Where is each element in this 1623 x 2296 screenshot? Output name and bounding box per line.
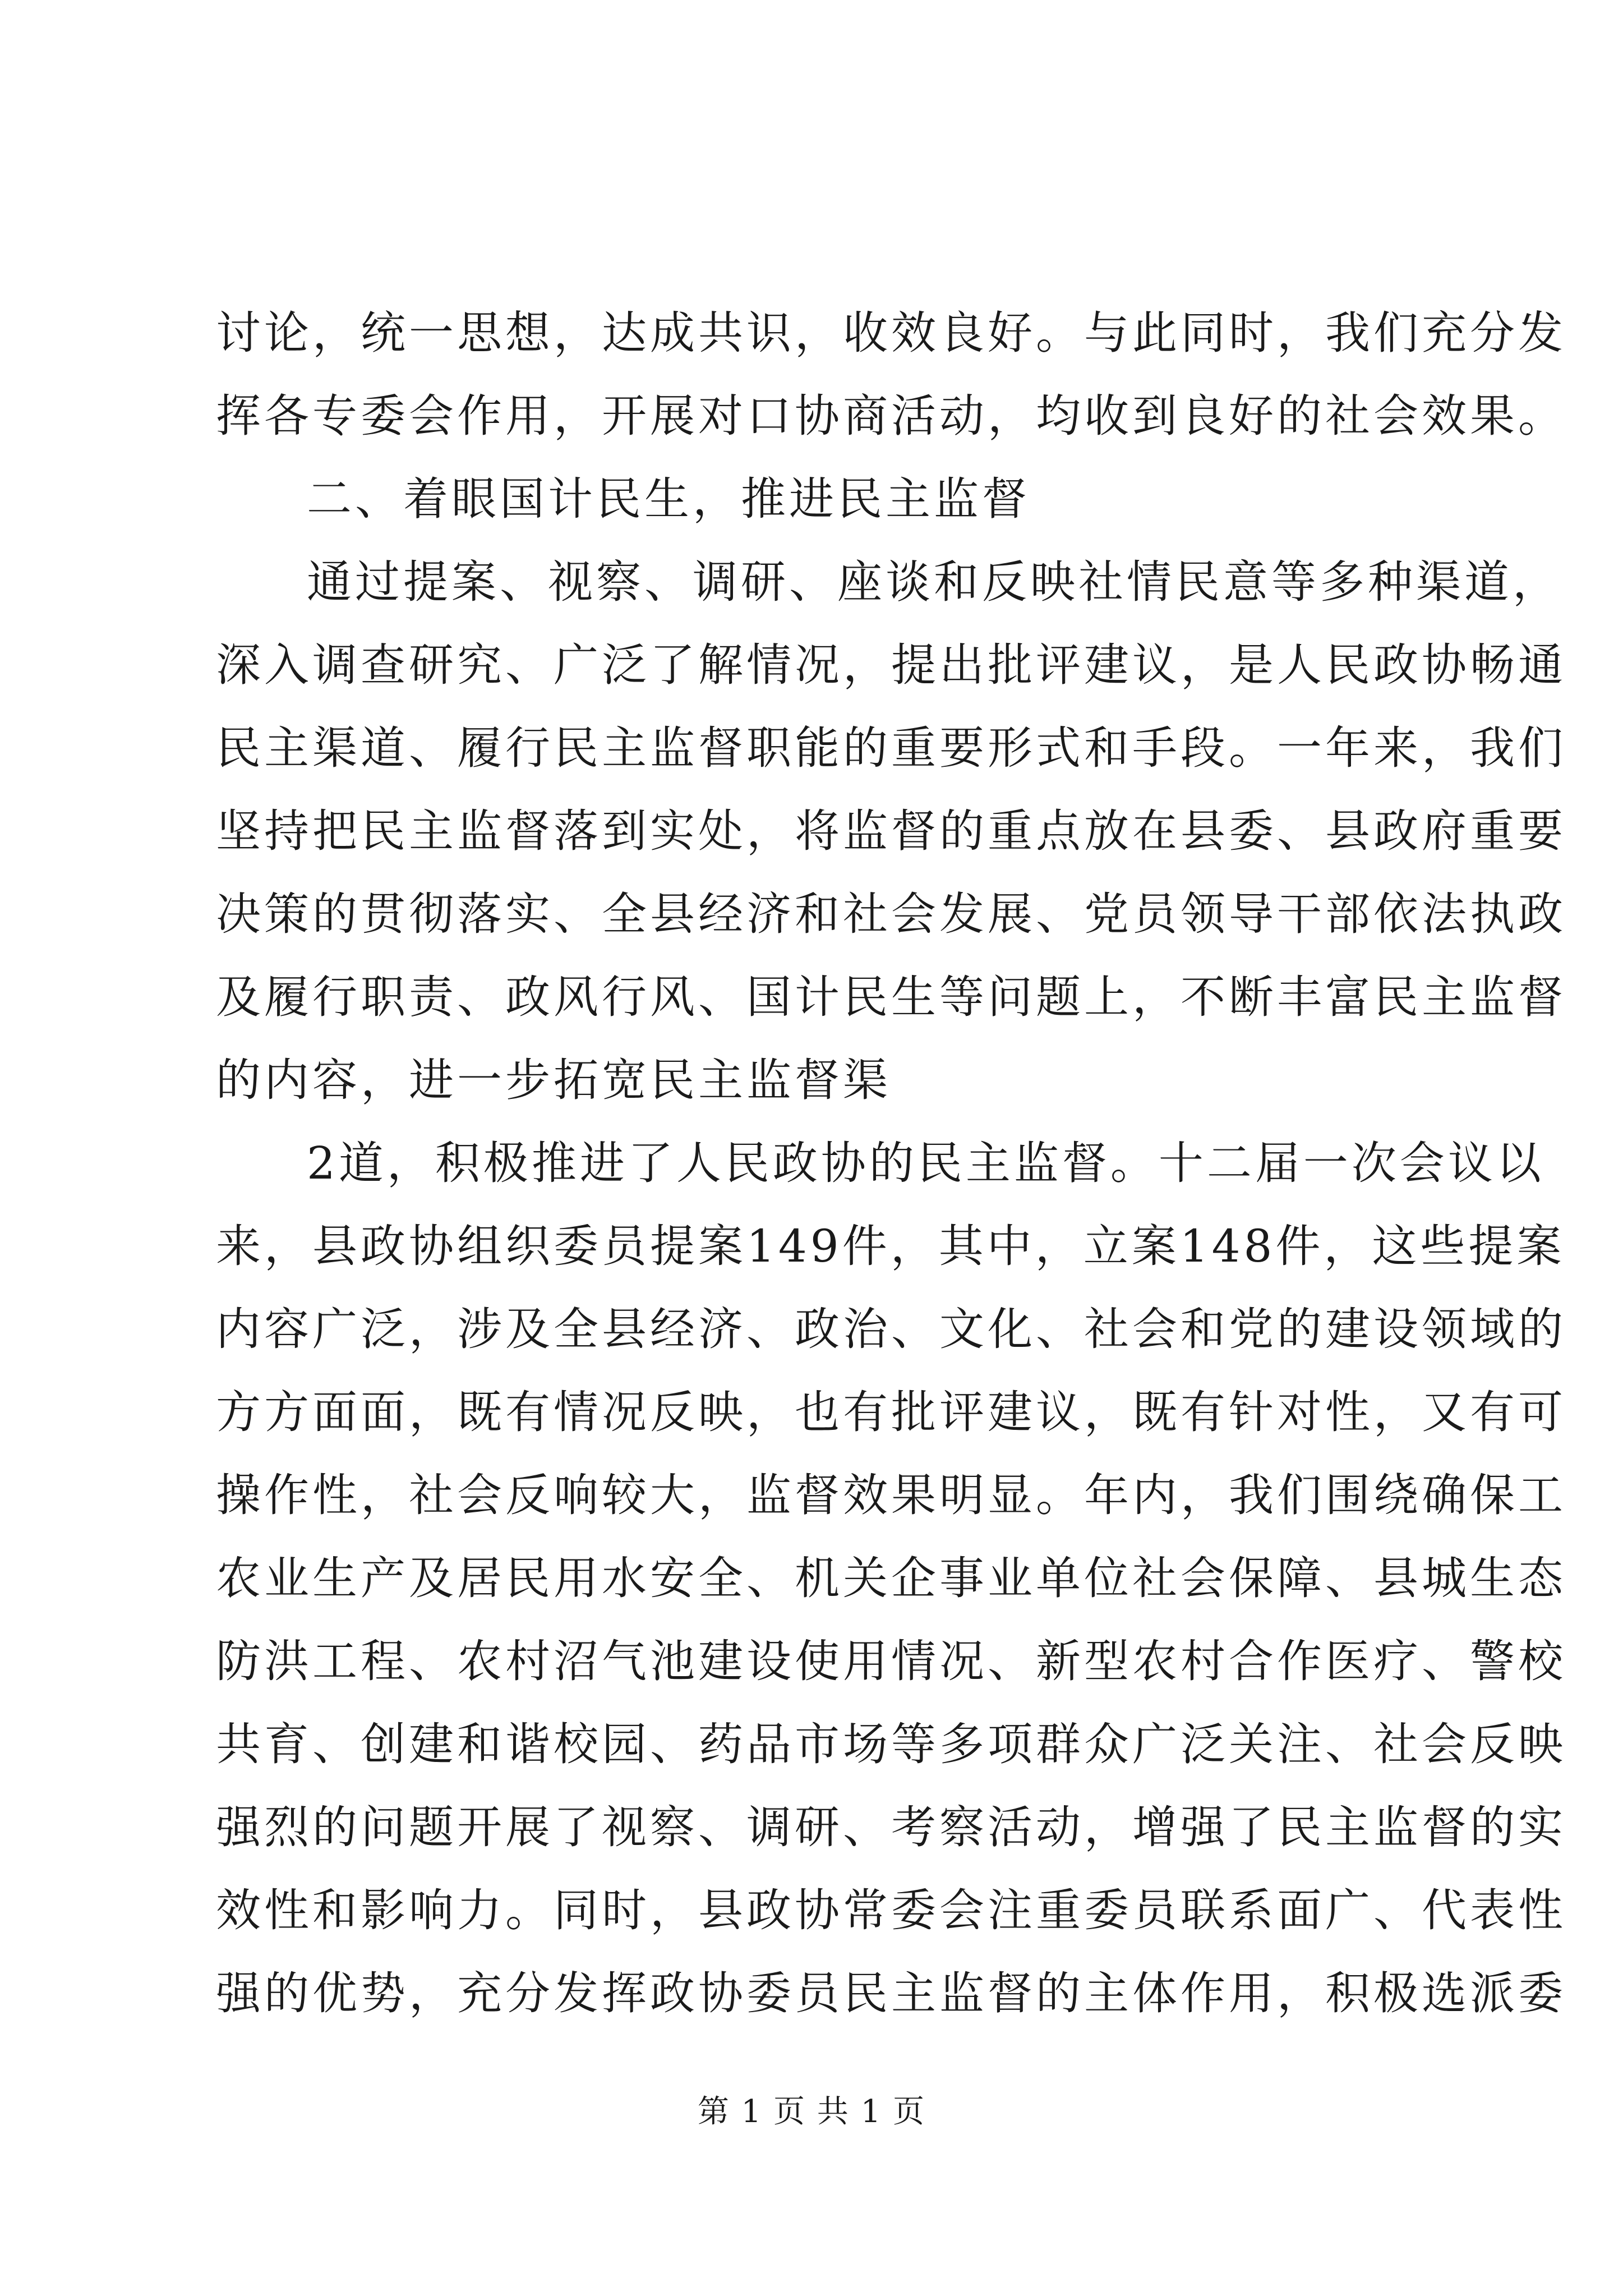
text-line: 效性和影响力。同时，县政协常委会注重委员联系面广、代表性 xyxy=(216,1884,1566,1936)
text-line: 决策的贯彻落实、全县经济和社会发展、党员领导干部依法执政 xyxy=(216,888,1566,940)
text-line: 强烈的问题开展了视察、调研、考察活动，增强了民主监督的实 xyxy=(216,1801,1566,1853)
text-line: 2道，积极推进了人民政协的民主监督。十二届一次会议以 xyxy=(307,1137,1544,1189)
text-line: 强的优势，充分发挥政协委员民主监督的主体作用，积极选派委 xyxy=(216,1967,1566,2019)
text-line: 讨论，统一思想，达成共识，收效良好。与此同时，我们充分发 xyxy=(216,307,1566,359)
text-line: 内容广泛，涉及全县经济、政治、文化、社会和党的建设领域的 xyxy=(216,1303,1566,1355)
text-line: 及履行职责、政风行风、国计民生等问题上，不断丰富民主监督 xyxy=(216,971,1566,1023)
section-heading: 二、着眼国计民生，推进民主监督 xyxy=(307,473,1030,525)
text-line: 方方面面，既有情况反映，也有批评建议，既有针对性，又有可 xyxy=(216,1386,1566,1438)
text-line: 来，县政协组织委员提案149件，其中，立案148件，这些提案 xyxy=(216,1220,1565,1272)
text-line: 的内容，进一步拓宽民主监督渠 xyxy=(216,1054,891,1106)
page-footer: 第 1 页 共 1 页 xyxy=(697,2093,926,2130)
text-line: 操作性，社会反响较大，监督效果明显。年内，我们围绕确保工 xyxy=(216,1469,1566,1521)
text-line: 防洪工程、农村沼气池建设使用情况、新型农村合作医疗、警校 xyxy=(216,1635,1566,1687)
document-body xyxy=(216,292,1566,2035)
text-line: 民主渠道、履行民主监督职能的重要形式和手段。一年来，我们 xyxy=(216,722,1566,774)
text-line: 挥各专委会作用，开展对口协商活动，均收到良好的社会效果。 xyxy=(216,390,1566,442)
text-line: 共育、创建和谐校园、药品市场等多项群众广泛关注、社会反映 xyxy=(216,1718,1566,1770)
text-line: 坚持把民主监督落到实处，将监督的重点放在县委、县政府重要 xyxy=(216,805,1566,857)
text-line: 深入调查研究、广泛了解情况，提出批评建议，是人民政协畅通 xyxy=(216,639,1566,691)
text-line: 通过提案、视察、调研、座谈和反映社情民意等多种渠道， xyxy=(307,556,1561,608)
text-line: 农业生产及居民用水安全、机关企事业单位社会保障、县城生态 xyxy=(216,1552,1566,1604)
